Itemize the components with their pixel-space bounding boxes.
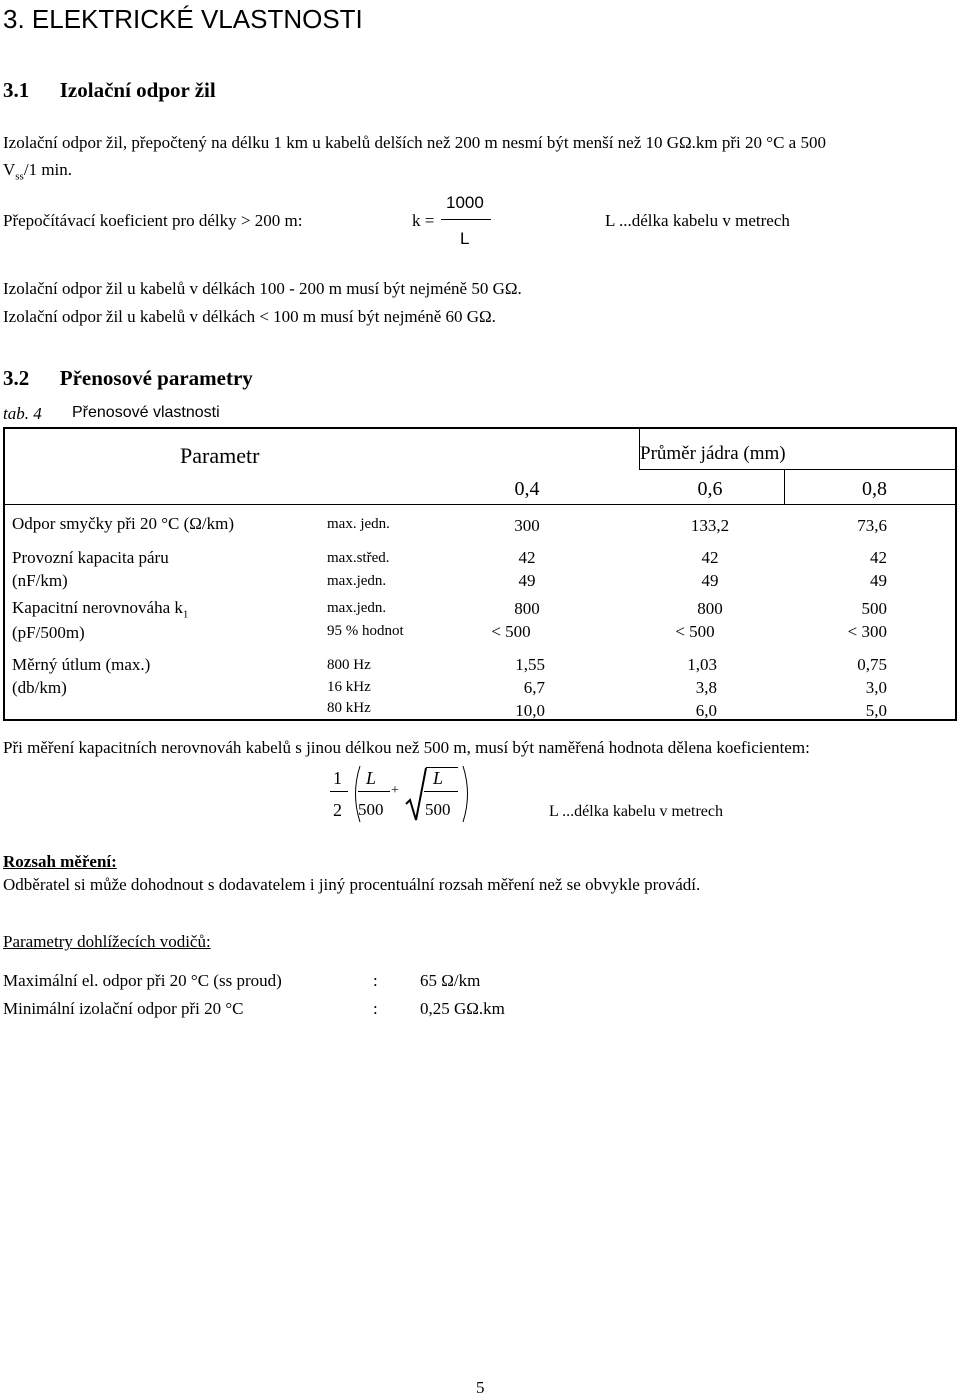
formula-n3: L: [433, 768, 444, 788]
page-number: 5: [476, 1378, 485, 1397]
value-cell: 300: [514, 516, 540, 535]
value-cell: 5,0: [865, 701, 887, 720]
subsection-title: Přenosové parametry: [59, 366, 253, 390]
row-loop-resistance-qual: max. jedn.: [327, 516, 390, 532]
para2-line2: Izolační odpor žil u kabelů v délkách < 100 m musí být nejméně 60 GΩ.: [3, 307, 496, 326]
value-cell: 49: [870, 571, 887, 590]
table-caption-label: tab. 4: [3, 404, 42, 423]
para2-line1: Izolační odpor žil u kabelů v délkách 100 - 200 m musí být nejméně 50 GΩ.: [3, 279, 522, 298]
table-divider: [5, 504, 957, 505]
transmission-table: [3, 427, 957, 721]
formula-line: [424, 791, 458, 792]
value-cell: 42: [870, 548, 887, 567]
formula-d3: 500: [425, 800, 451, 819]
value-cell: 73,6: [857, 516, 887, 535]
diameter-0-6: 0,6: [697, 478, 723, 500]
value-cell: 500: [861, 599, 887, 618]
value-cell: < 500: [491, 622, 531, 641]
subsection-number: 3.1: [3, 78, 30, 102]
row-imbalance-name: Kapacitní nerovnováha $k_1$: [12, 598, 189, 621]
formula-d2: 500: [358, 800, 384, 819]
value-cell: 49: [701, 571, 719, 590]
section-title: 3. ELEKTRICKÉ VLASTNOSTI: [3, 4, 363, 34]
row-attenuation-unit: (db/km): [12, 678, 67, 697]
value-cell: 800: [697, 599, 723, 618]
value-cell: 3,0: [865, 678, 887, 697]
row-imbalance-qual: max.jedn.: [327, 600, 387, 616]
subsection-number: 3.2: [3, 366, 30, 390]
coef-k-label: k =: [412, 211, 435, 230]
coef-legend: L ...délka kabelu v metrech: [605, 211, 790, 230]
para1-line1: Izolační odpor žil, přepočtený na délku 1 km u kabelů delších než 200 m nesmí být menší než 10 GΩ.km při 20 °C a 500: [3, 133, 826, 152]
row-imbalance-unit: (pF/500m): [12, 623, 85, 642]
formula-n2: L: [366, 768, 377, 788]
subsection-title: Izolační odpor žil: [59, 78, 216, 102]
wire-item-value: 0,25 GΩ.km: [420, 999, 505, 1018]
table-caption-text: Přenosové vlastnosti: [72, 404, 220, 421]
formula-line: [330, 791, 348, 792]
formula-legend: L ...délka kabelu v metrech: [549, 803, 723, 820]
para3: Při měření kapacitních nerovnováh kabelů s jinou délkou než 500 m, musí být naměřená hodnota dělena koeficientem:: [3, 738, 810, 757]
table-divider: [639, 469, 957, 470]
row-attenuation-qual: 16 kHz: [327, 679, 371, 695]
value-cell: 0,75: [857, 655, 887, 674]
coef-fraction-line: [441, 219, 491, 220]
value-cell: 1,55: [515, 655, 545, 674]
value-cell: 42: [701, 548, 719, 567]
wire-item-value: 65 Ω/km: [420, 971, 481, 990]
voltage-subscript: ss: [15, 170, 24, 183]
formula-n1: 1: [333, 768, 342, 788]
value-cell: 6,0: [695, 701, 717, 720]
value-cell: 49: [518, 571, 536, 590]
row-capacity-unit: (nF/km): [12, 571, 68, 590]
subsection-3-2: [3, 366, 253, 391]
wire-item-label: Maximální el. odpor při 20 °C (ss proud): [3, 971, 282, 990]
wire-item-sep: :: [373, 999, 378, 1018]
value-cell: 1,03: [687, 655, 717, 674]
row-loop-resistance-name: Odpor smyčky při 20 °C (Ω/km): [12, 514, 234, 533]
formula-line: [358, 791, 390, 792]
range-heading: Rozsah měření:: [3, 852, 117, 871]
formula-d1: 2: [333, 800, 342, 820]
diameter-0-8: 0,8: [862, 478, 887, 500]
wires-heading: Parametry dohlížecích vodičů:: [3, 932, 211, 951]
row-attenuation-qual: 80 kHz: [327, 700, 371, 716]
wire-item-label: Minimální izolační odpor při 20 °C: [3, 999, 244, 1018]
row-capacity-qual: max.střed.: [327, 550, 390, 566]
range-text: Odběratel si může dohodnout s dodavatelem i jiný procentuální rozsah měření než se obvykle provádí.: [3, 875, 701, 894]
diameter-0-4: 0,4: [514, 478, 540, 500]
value-cell: 133,2: [690, 516, 730, 535]
subsection-3-1: [3, 78, 216, 103]
imbalance-subscript: 1: [182, 608, 189, 621]
value-cell: 800: [514, 599, 540, 618]
value-cell: 6,7: [523, 678, 545, 697]
row-capacity-name: Provozní kapacita páru: [12, 548, 169, 567]
header-core-diameter: Průměr jádra (mm): [640, 443, 786, 464]
voltage-symbol: V: [3, 160, 16, 179]
row-imbalance-qual: 95 % hodnot: [327, 623, 404, 639]
right-paren-icon: [460, 764, 474, 824]
coef-numerator: 1000: [446, 193, 484, 212]
table-divider: [784, 469, 785, 505]
coef-denominator: L: [460, 229, 470, 248]
row-attenuation-name: Měrný útlum (max.): [12, 655, 151, 674]
formula-plus: +: [391, 783, 399, 798]
value-cell: 42: [518, 548, 536, 567]
value-cell: < 300: [847, 622, 887, 641]
value-cell: 10,0: [515, 701, 545, 720]
value-cell: < 500: [675, 622, 715, 641]
para1-line2: [3, 160, 72, 182]
wire-item-sep: :: [373, 971, 378, 990]
value-cell: 3,8: [695, 678, 717, 697]
voltage-duration: /1 min.: [23, 160, 73, 179]
row-attenuation-qual: 800 Hz: [327, 657, 371, 673]
coef-label: Přepočítávací koeficient pro délky > 200 m:: [3, 211, 303, 230]
header-parameter: Parametr: [180, 443, 260, 468]
row-capacity-qual: max.jedn.: [327, 573, 387, 589]
